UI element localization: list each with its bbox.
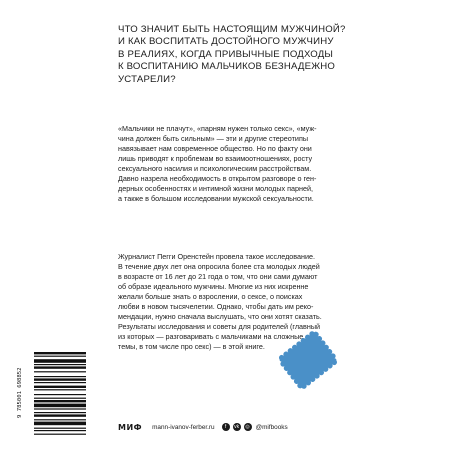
barcode-bar [34,404,86,408]
paragraph-line: в возрасте от 16 лет до 21 года о том, что они сами думают [118,272,318,281]
barcode-bar [34,430,86,431]
barcode-bar [34,398,86,399]
paragraph-line: из которых — разговаривать с мальчиками на сложные [118,332,304,341]
barcode-bar [34,352,86,354]
paragraph-line: сексуального насилия и психологическим расстройствам. [118,164,312,173]
paragraph-line: Давно назрела необходимость в открытом разговоре о ген- [118,174,317,183]
paragraph-line: В течение двух лет она опросила более ста молодых людей [118,262,320,271]
barcode-bar [34,378,86,380]
facebook-icon[interactable]: f [222,423,230,431]
paragraph-line: лишь приводят к проблемам во взаимоотношениях, росту [118,154,313,163]
publisher-website[interactable]: mann-ivanov-ferber.ru [152,423,215,431]
headline-line: УСТАРЕЛИ? [118,73,176,85]
barcode-bar [34,359,86,363]
barcode-bar [34,414,86,416]
paragraph-line: чина должен быть сильным» — эти и другие стереотипы [118,134,309,143]
barcode-bar [34,366,86,368]
headline-line: И КАК ВОСПИТАТЬ ДОСТОЙНОГО МУЖЧИНУ [118,36,334,48]
barcode-bar [34,434,86,435]
paragraph-line: «Мальчики не плачут», «парням нужен только секс», «муж- [118,124,317,133]
paragraph-line: темы, в том числе про секс) — в этой книге. [118,342,265,351]
barcode-bar [34,422,86,426]
paragraph-line: мендации, нужно сначала выслушать, что они хотят сказать. [118,312,322,321]
isbn-digits: 9 785001 698852 [17,367,23,419]
paragraph-line: желали больше знать о взрослении, о сексе, о поисках [118,292,303,301]
barcode-bar [34,389,86,390]
headline-line: ЧТО ЗНАЧИТ БЫТЬ НАСТОЯЩИМ МУЖЧИНОЙ? [118,24,346,35]
barcode-bar [34,412,86,413]
publisher-footer [118,420,358,434]
barcode-bar [34,386,86,388]
publisher-logo: МИФ [118,422,143,432]
paragraph-line: дерных особенностях и интимной жизни молодых парней, [118,184,313,193]
barcode-bar [34,382,86,383]
paragraph-line: Результаты исследования и советы для родителей (главный [118,322,321,331]
social-links [222,423,252,431]
blue-stamp-graphic [270,330,346,390]
paragraph-line: любви в новом тысячелетии. Однако, чтобы дать им реко- [118,302,314,311]
barcode [30,350,90,436]
paragraph-line: Журналист Пегги Оренстейн провела такое исследование. [118,252,316,261]
vk-icon[interactable]: vk [234,424,240,430]
headline-line: К ВОСПИТАНИЮ МАЛЬЧИКОВ БЕЗНАДЕЖНО [118,61,336,73]
paragraph-line: навязывает нам современное общество. Но по факту они [118,144,312,153]
barcode-bar [34,408,86,409]
stamp-shape [276,330,341,390]
barcode-bar [34,376,86,377]
barcode-bar [34,428,86,429]
barcode-bar [34,371,86,372]
barcode-bar [34,356,86,357]
instagram-icon[interactable]: ◎ [245,424,250,430]
paragraph-line: об образе идеального мужчины. Многие из них искренне [118,282,309,291]
headline [118,24,348,86]
barcode-bar [34,419,86,420]
headline-line: В РЕАЛИЯХ, КОГДА ПРИВЫЧНЫЕ ПОДХОДЫ [118,48,334,60]
barcode-bars [34,352,86,435]
barcode-bar [34,364,86,365]
publisher-handle[interactable]: @mifbooks [255,423,288,431]
paragraph-line: а также в большом исследовании мужской сексуальности. [118,194,314,203]
description-paragraph-1 [118,124,354,204]
barcode-bar [34,400,86,402]
barcode-bar [34,394,86,395]
